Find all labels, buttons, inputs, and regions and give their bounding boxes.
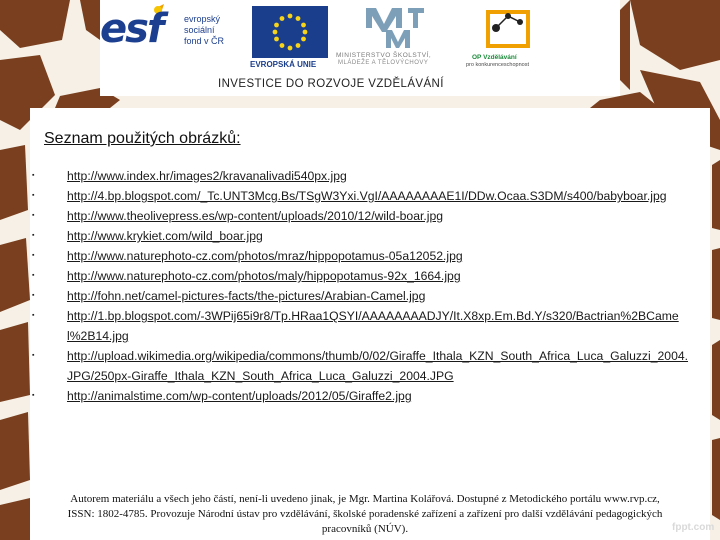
- reference-link[interactable]: http://fohn.net/camel-pictures-facts/the-pictures/Arabian-Camel.jpg: [67, 289, 426, 303]
- reference-link[interactable]: http://www.index.hr/images2/kravanalivadi540px.jpg: [67, 169, 347, 183]
- reference-link[interactable]: http://www.theolivepress.es/wp-content/uploads/2010/12/wild-boar.jpg: [67, 209, 444, 223]
- reference-link[interactable]: http://www.krykiet.com/wild_boar.jpg: [67, 229, 263, 243]
- list-item: [30, 386, 690, 406]
- op-label-line2: pro konkurenceschopnost: [466, 62, 529, 68]
- msmt-label-line1: MINISTERSTVO ŠKOLSTVÍ,: [336, 52, 432, 59]
- list-item: [30, 346, 690, 386]
- reference-link[interactable]: http://animalstime.com/wp-content/uploads/2012/05/Giraffe2.jpg: [67, 389, 412, 403]
- list-item: [30, 186, 690, 206]
- bullet-icon: ▪: [32, 192, 35, 199]
- content-panel: [30, 108, 710, 540]
- list-item: [30, 166, 690, 186]
- bullet-icon: ▪: [32, 292, 35, 299]
- op-label-line1: OP Vzdělávání: [472, 54, 517, 61]
- eu-label: EVROPSKÁ UNIE: [250, 60, 317, 69]
- esf-wordmark: esf: [100, 6, 163, 52]
- bullet-icon: ▪: [32, 232, 35, 239]
- watermark: fppt.com: [672, 522, 715, 533]
- msmt-label-line2: MLÁDEŽE A TĚLOVÝCHOVY: [338, 60, 429, 66]
- reference-link[interactable]: http://www.naturephoto-cz.com/photos/maly/hippopotamus-92x_1664.jpg: [67, 269, 461, 283]
- page-title: Seznam použitých obrázků:: [44, 130, 241, 147]
- list-item: [30, 226, 690, 246]
- list-item: [30, 266, 690, 286]
- bullet-icon: ▪: [32, 212, 35, 219]
- list-item: [30, 206, 690, 226]
- esf-text-line1: evropský: [184, 14, 221, 24]
- esf-text-line3: fond v ČR: [184, 36, 225, 46]
- op-vzdelavani-logo-icon: [482, 6, 534, 52]
- esf-text-line2: sociální: [184, 25, 215, 35]
- reference-link[interactable]: http://www.naturephoto-cz.com/photos/mraz/hippopotamus-05a12052.jpg: [67, 249, 463, 263]
- reference-link[interactable]: http://4.bp.blogspot.com/_Tc.UNT3Mcg.Bs/TSgW3Yxi.VgI/AAAAAAAAE1I/DDw.Ocaa.S3DM/s400/babyboar.jpg: [67, 189, 667, 203]
- list-item: [30, 306, 690, 346]
- author-footer: Autorem materiálu a všech jeho částí, není-li uvedeno jinak, je Mgr. Martina Kolářová. Dostupné z Metodického portálu www.rvp.cz, ISSN: 1802-4785. Provozuje Národní ústav pro vzdělávání, školské poradenské zařízení a zařízení pro další vzdělávání pedagogických pracovníků (NÚV).: [67, 493, 663, 535]
- eu-flag-icon: [252, 6, 328, 58]
- bullet-icon: ▪: [32, 172, 35, 179]
- header-tagline: INVESTICE DO ROZVOJE VZDĚLÁVÁNÍ: [218, 78, 444, 90]
- bullet-icon: ▪: [32, 252, 35, 259]
- reference-link[interactable]: http://upload.wikimedia.org/wikipedia/commons/thumb/0/02/Giraffe_Ithala_KZN_South_Africa_Luca_Galuzzi_2004.JPG/250px-Giraffe_Ithala_KZN_South_Africa_Luca_Galuzzi_2004.JPG: [67, 349, 689, 383]
- reference-link[interactable]: http://1.bp.blogspot.com/-3WPij65i9r8/Tp.HRaa1QSYI/AAAAAAAADJY/It.X8xp.Em.Bd.Y/s320/Bactrian%2BCamel%2B14.jpg: [67, 309, 679, 343]
- bullet-icon: ▪: [32, 312, 35, 319]
- bullet-icon: ▪: [32, 392, 35, 399]
- reference-list: [30, 166, 690, 406]
- msmt-logo-icon: [362, 4, 428, 50]
- list-item: [30, 286, 690, 306]
- bullet-icon: ▪: [32, 272, 35, 279]
- logo-header: [100, 0, 620, 96]
- list-item: [30, 246, 690, 266]
- bullet-icon: ▪: [32, 352, 35, 359]
